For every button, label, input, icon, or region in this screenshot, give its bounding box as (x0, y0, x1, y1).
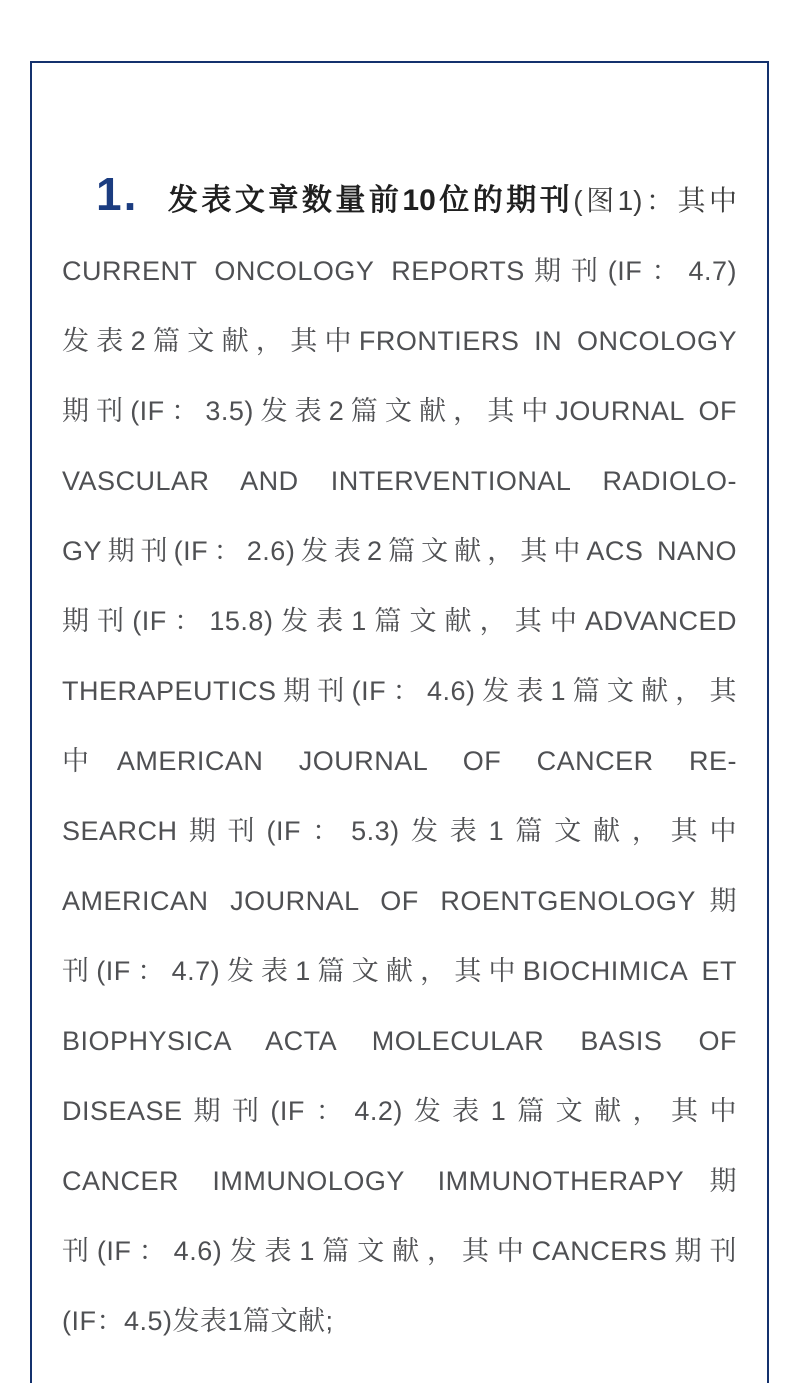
text-line: 刊(IF：4.6)发表1篇文献，其中CANCERS期刊 (62, 1236, 737, 1266)
text-line: CANCER IMMUNOLOGY IMMUNOTHERAPY期 (62, 1166, 737, 1196)
text-line: (IF：4.5)发表1篇文献; (62, 1306, 334, 1336)
text-line: SEARCH期刊(IF：5.3)发表1篇文献，其中 (62, 816, 737, 846)
section-title-suffix: (图1)：其中 (573, 185, 737, 216)
text-line: 发表2篇文献，其中FRONTIERS IN ONCOLOGY (62, 326, 737, 356)
text-line: 期刊(IF：15.8)发表1篇文献，其中ADVANCED (62, 606, 737, 636)
text-line: THERAPEUTICS期刊(IF：4.6)发表1篇文献，其 (62, 676, 737, 706)
text-line: VASCULAR AND INTERVENTIONAL RADIOLO- (62, 466, 737, 496)
text-line: GY期刊(IF：2.6)发表2篇文献，其中ACS NANO (62, 536, 737, 566)
section-content (32, 63, 767, 1356)
section-heading (62, 159, 737, 236)
section-title: 发表文章数量前10位的期刊 (164, 184, 574, 217)
text-line: AMERICAN JOURNAL OF ROENTGENOLOGY期 (62, 886, 737, 916)
text-line: CURRENT ONCOLOGY REPORTS期刊(IF：4.7) (62, 256, 737, 286)
text-line: 刊(IF：4.7)发表1篇文献，其中BIOCHIMICA ET (62, 956, 737, 986)
text-line: 中AMERICAN JOURNAL OF CANCER RE- (62, 746, 737, 776)
bordered-panel (30, 61, 769, 1383)
text-line: DISEASE期刊(IF：4.2)发表1篇文献，其中 (62, 1096, 737, 1126)
section-number: 1. (96, 168, 139, 220)
text-line: BIOPHYSICA ACTA MOLECULAR BASIS OF (62, 1026, 737, 1056)
text-line: 期刊(IF：3.5)发表2篇文献，其中JOURNAL OF (62, 396, 737, 426)
paragraph (62, 236, 737, 1356)
